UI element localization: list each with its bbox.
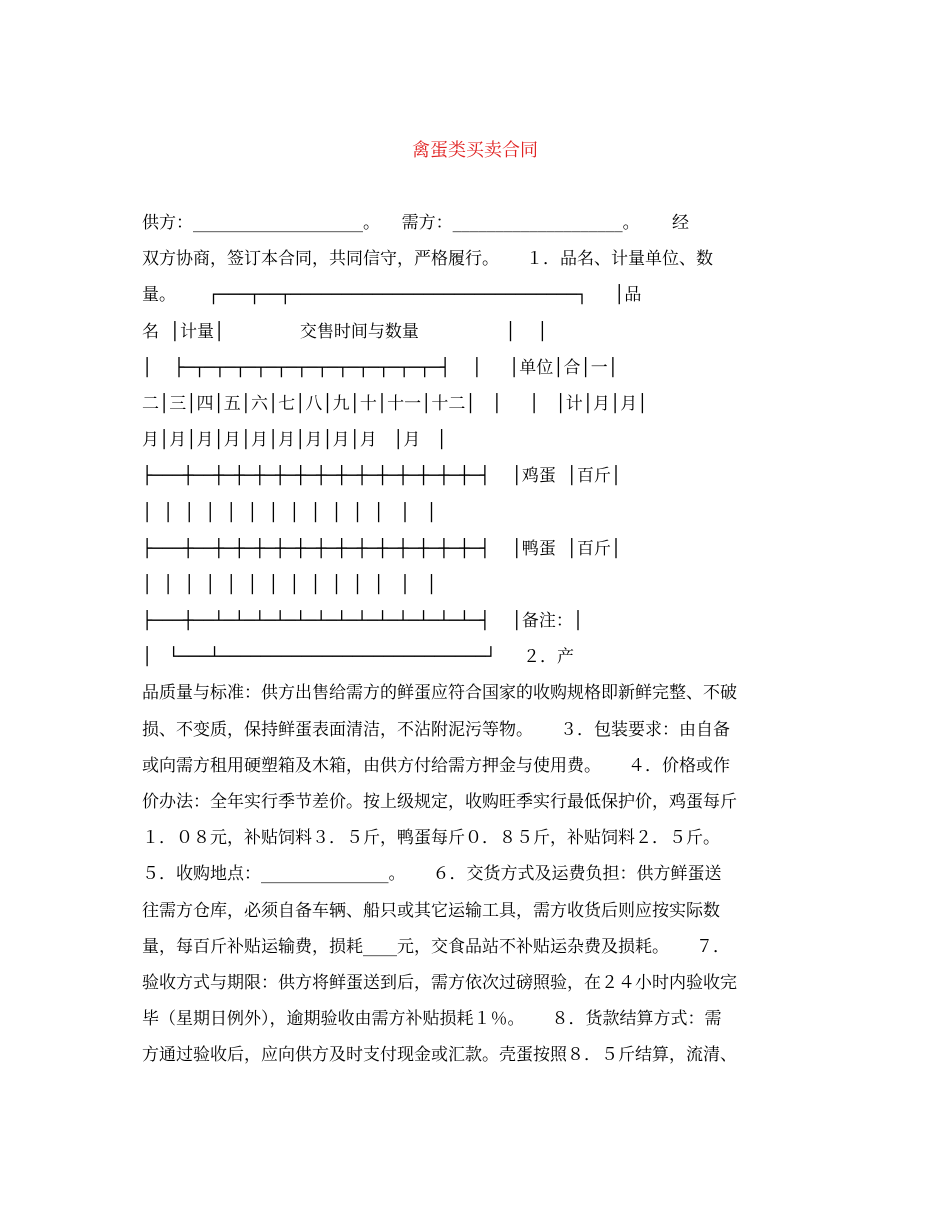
text-line: 方通过验收后，应向供方及时支付现金或汇款。壳蛋按照８．５斤结算，流清、 [142, 1045, 737, 1066]
text-line: １．０８元，补贴饲料３．５斤，鸭蛋每斤０．８５斤，补贴饲料２．５斤。 [142, 828, 720, 849]
text-line: ５．收购地点：_______________。 ６．交货方式及运费负担：供方鲜蛋送 [142, 864, 722, 885]
text-line: 损、不变质，保持鲜蛋表面清洁，不沾附泥污等物。 ３．包装要求：由自备 [142, 719, 731, 740]
text-line: 名 │计量│ 交售时间与数量 │ │ [142, 321, 548, 342]
contract-body [142, 205, 802, 1074]
text-line: 或向需方租用硬塑箱及木箱，由供方付给需方押金与使用费。 ４．价格或作 [142, 755, 731, 776]
text-line: │ │ │ │ │ │ │ │ │ │ │ │ │ │ [142, 574, 437, 595]
text-line: 量，每百斤补贴运输费，损耗____元，交食品站不补贴运杂费及损耗。 ７． [142, 936, 731, 957]
text-line: 往需方仓库，必须自备车辆、船只或其它运输工具，需方收货后则应按实际数 [142, 900, 720, 921]
document-title: 禽蛋类买卖合同 [412, 140, 538, 161]
text-line: 供方：____________________。 需方：____________________。 经 [142, 213, 690, 233]
text-line: 月│月│月│月│月│月│月│月│月 │月 │ [142, 430, 447, 451]
text-line: │ ├─┬─┬─┬─┬─┬─┬─┬─┬─┬─┬─┬─┬─┤ │ │单位│合│一│ [142, 357, 618, 378]
text-line: 品质量与标准：供方出售给需方的鲜蛋应符合国家的收购规格即新鲜完整、不破 [142, 683, 737, 704]
text-line: 毕（星期日例外），逾期验收由需方补贴损耗１％。 ８．货款结算方式：需 [142, 1009, 722, 1030]
text-line: 二│三│四│五│六│七│八│九│十│十一│十二│ │ │ │计│月│月│ [142, 393, 648, 414]
text-line: ├───┼──┼─┼─┼─┼─┼─┼─┼─┼─┼─┼─┼─┼─┼─┤ │鸡蛋 │百斤│ [142, 466, 622, 487]
text-line: 价办法：全年实行季节差价。按上级规定，收购旺季实行最低保护价，鸡蛋每斤 [142, 792, 737, 812]
text-line: │ │ │ │ │ │ │ │ │ │ │ │ │ │ [142, 502, 437, 523]
text-line: 量。 ┌───┬──┬────────────────────────────┐ │品 [142, 285, 642, 306]
text-line: 验收方式与期限：供方将鲜蛋送到后，需方依次过磅照验，在２４小时内验收完 [142, 972, 737, 993]
text-line: ├───┼──┼─┼─┼─┼─┼─┼─┼─┼─┼─┼─┼─┼─┼─┤ │鸭蛋 │百斤│ [142, 538, 622, 559]
text-line: ├───┼──┴─┴─┴─┴─┴─┴─┴─┴─┴─┴─┴─┴─┴─┤ │备注：│ [142, 611, 584, 632]
text-line: │ └───┴──────────────────────────┘ ２．产 [142, 647, 574, 668]
text-line: 双方协商，签订本合同，共同信守，严格履行。 １．品名、计量单位、数 [142, 249, 714, 270]
